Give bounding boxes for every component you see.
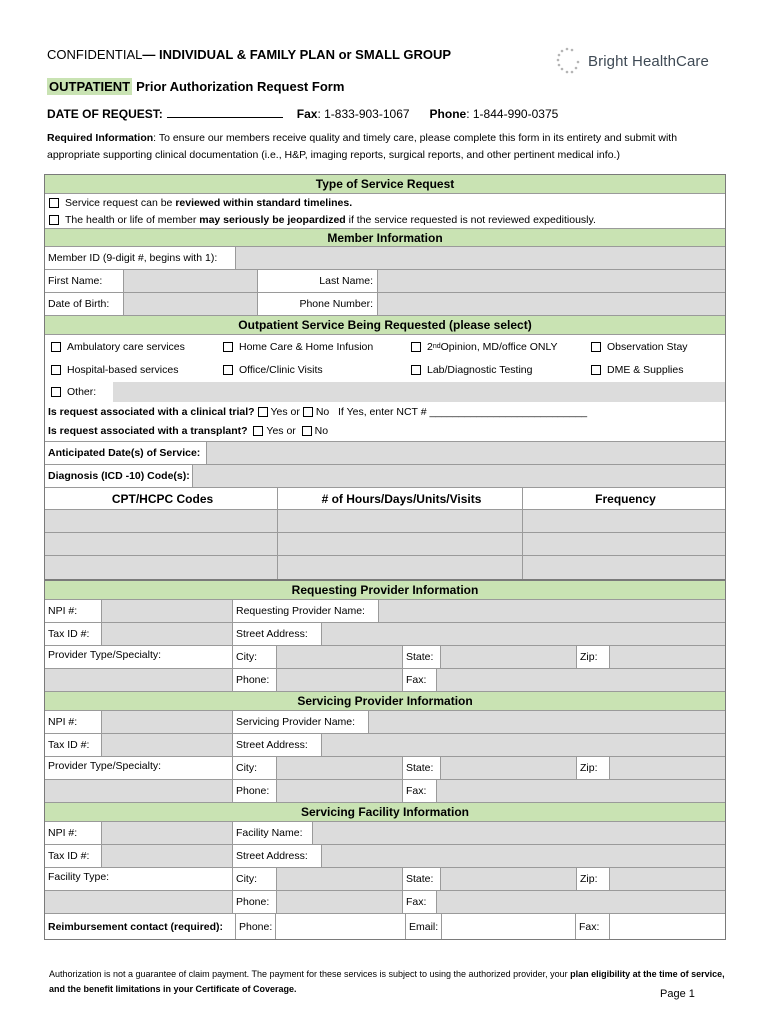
req-state-input[interactable]: [441, 646, 577, 668]
units-input-2[interactable]: [278, 533, 523, 555]
confidential-label: CONFIDENTIAL: [47, 47, 143, 62]
req-city-input[interactable]: [277, 646, 403, 668]
fac-zip-input[interactable]: [610, 868, 725, 890]
fac-fax-input[interactable]: [437, 891, 725, 913]
dob-input[interactable]: [124, 293, 258, 315]
req-npi-input[interactable]: [102, 600, 233, 622]
fac-name-label: Facility Name:: [233, 822, 313, 844]
brand-name: Bright HealthCare: [588, 52, 709, 70]
fac-tax-label: Tax ID #:: [45, 845, 102, 867]
srv-zip-input[interactable]: [610, 757, 725, 779]
fac-state-label: State:: [403, 868, 441, 890]
option-hospital[interactable]: [51, 364, 223, 376]
option-ambulatory[interactable]: [51, 341, 223, 353]
section-type-of-service: Type of Service Request: [45, 175, 725, 194]
req-fax-input[interactable]: [437, 669, 725, 691]
other-input[interactable]: [113, 382, 725, 402]
frequency-input-2[interactable]: [523, 533, 725, 555]
page-number: Page 1: [660, 988, 695, 1000]
dob-label: Date of Birth:: [45, 293, 124, 315]
section-facility: Servicing Facility Information: [45, 803, 725, 822]
home-care-label: Home Care & Home Infusion: [239, 340, 374, 353]
srv-fax-label: Fax:: [403, 780, 437, 802]
srv-name-label: Servicing Provider Name:: [233, 711, 369, 733]
fac-tax-input[interactable]: [102, 845, 233, 867]
req-phone-label: Phone:: [233, 669, 277, 691]
diagnosis-input[interactable]: [193, 465, 725, 487]
phone-value: : 1-844-990-0375: [466, 107, 559, 121]
section-member: Member Information: [45, 228, 725, 247]
req-street-label: Street Address:: [233, 623, 322, 645]
transplant-no-checkbox[interactable]: [302, 426, 312, 436]
lab-label: Lab/Diagnostic Testing: [427, 363, 533, 376]
fac-zip-label: Zip:: [577, 868, 610, 890]
option-observation[interactable]: [591, 341, 688, 353]
req-state-label: State:: [403, 646, 441, 668]
fac-state-input[interactable]: [441, 868, 577, 890]
option-dme[interactable]: [591, 364, 683, 376]
transplant-yes-checkbox[interactable]: [253, 426, 263, 436]
member-phone-label: Phone Number:: [258, 293, 378, 315]
nct-label: If Yes, enter NCT # ___________________________: [338, 405, 588, 418]
transplant-row: [45, 420, 725, 442]
diagnosis-label: Diagnosis (ICD -10) Code(s):: [45, 465, 193, 487]
second-op-sup: nd: [432, 343, 441, 350]
req-type-input[interactable]: [45, 669, 233, 691]
reimb-phone-label: Phone:: [236, 914, 276, 939]
required-info-text: : To ensure our members receive quality and timely care, please complete this form in its entirety and submit with appropriate supporting clinical documentation (i.e., H&P, imaging reports, surgical reports, and other pertinent medical info.): [47, 132, 678, 161]
srv-tax-input[interactable]: [102, 734, 233, 756]
srv-name-input[interactable]: [369, 711, 725, 733]
expedited-checkbox[interactable]: [49, 215, 59, 225]
req-npi-label: NPI #:: [45, 600, 102, 622]
last-name-label: Last Name:: [258, 270, 378, 292]
hospital-label: Hospital-based services: [67, 363, 179, 376]
request-date-row: [47, 104, 558, 121]
frequency-input-3[interactable]: [523, 556, 725, 579]
request-block: [44, 174, 726, 580]
option-home-care[interactable]: [223, 341, 411, 353]
fac-type-input[interactable]: [45, 891, 233, 913]
title-highlight: OUTPATIENT: [49, 79, 131, 94]
section-outpatient: Outpatient Service Being Requested (please select): [45, 316, 725, 335]
first-name-input[interactable]: [124, 270, 258, 292]
srv-phone-label: Phone:: [233, 780, 277, 802]
cpt-input-2[interactable]: [45, 533, 278, 555]
transplant-question: Is request associated with a transplant?: [48, 424, 248, 437]
disclaimer-bold: plan eligibility at the time of service, and the benefit limitations in your Certificate of Coverage.: [49, 969, 725, 994]
fac-fax-label: Fax:: [403, 891, 437, 913]
phone-label: Phone: [429, 107, 467, 121]
req-name-label: Requesting Provider Name:: [233, 600, 379, 622]
brand-logo: [556, 46, 716, 76]
required-info-label: Required Information: [47, 132, 154, 144]
srv-tax-label: Tax ID #:: [45, 734, 102, 756]
service-dates-label: Anticipated Date(s) of Service:: [45, 442, 207, 464]
ambulatory-label: Ambulatory care services: [67, 340, 185, 353]
reimb-fax-input[interactable]: [610, 914, 725, 939]
date-input-line[interactable]: [167, 104, 283, 118]
col-units-header: # of Hours/Days/Units/Visits: [278, 488, 523, 509]
option-lab[interactable]: [411, 364, 591, 376]
standard-checkbox[interactable]: [49, 198, 59, 208]
member-id-label: Member ID (9-digit #, begins with 1):: [45, 247, 236, 269]
cpt-input-1[interactable]: [45, 510, 278, 532]
transplant-no-label: No: [314, 424, 329, 437]
trial-question: Is request associated with a clinical trial?: [48, 405, 255, 418]
fax-value: : 1-833-903-1067: [317, 107, 410, 121]
units-input-1[interactable]: [278, 510, 523, 532]
option-office[interactable]: [223, 364, 411, 376]
observation-label: Observation Stay: [607, 340, 688, 353]
confidential-header: [47, 47, 451, 62]
srv-street-input[interactable]: [322, 734, 725, 756]
section-requesting-provider: Requesting Provider Information: [45, 581, 725, 600]
srv-state-label: State:: [403, 757, 441, 779]
provider-block: [44, 580, 726, 940]
reimb-email-label: Email:: [406, 914, 442, 939]
req-zip-input[interactable]: [610, 646, 725, 668]
col-cpt-header: CPT/HCPC Codes: [45, 488, 278, 509]
standard-bold: reviewed within standard timelines.: [175, 196, 353, 209]
srv-city-label: City:: [233, 757, 277, 779]
srv-fax-input[interactable]: [437, 780, 725, 802]
fac-phone-input[interactable]: [277, 891, 403, 913]
transplant-yes-label: Yes or: [266, 424, 296, 437]
option-other[interactable]: [51, 386, 113, 398]
sun-dots-icon: [556, 47, 582, 75]
footer-disclaimer: [49, 967, 729, 997]
office-label: Office/Clinic Visits: [239, 363, 323, 376]
title-text: Prior Authorization Request Form: [136, 79, 345, 94]
trial-yes-checkbox[interactable]: [258, 407, 268, 417]
srv-state-input[interactable]: [441, 757, 577, 779]
req-fax-label: Fax:: [403, 669, 437, 691]
reimb-phone-input[interactable]: [276, 914, 406, 939]
expedited-text: The health or life of member: [65, 213, 200, 226]
reimb-email-input[interactable]: [442, 914, 576, 939]
clinical-trial-row: [45, 403, 725, 420]
second-op-label: Opinion, MD/office ONLY: [440, 340, 558, 353]
frequency-input-1[interactable]: [523, 510, 725, 532]
standard-option[interactable]: [45, 194, 725, 211]
required-information: [47, 130, 727, 164]
fac-city-input[interactable]: [277, 868, 403, 890]
fax-label: Fax: [296, 107, 318, 121]
fac-city-label: City:: [233, 868, 277, 890]
srv-street-label: Street Address:: [233, 734, 322, 756]
plan-type: — INDIVIDUAL & FAMILY PLAN or SMALL GROUP: [142, 47, 451, 62]
cpt-input-3[interactable]: [45, 556, 278, 579]
reimbursement-label: Reimbursement contact (required):: [45, 914, 236, 939]
fac-npi-input[interactable]: [102, 822, 233, 844]
req-street-input[interactable]: [322, 623, 725, 645]
req-tax-input[interactable]: [102, 623, 233, 645]
member-phone-input[interactable]: [378, 293, 725, 315]
srv-type-input[interactable]: [45, 780, 233, 802]
trial-no-checkbox[interactable]: [303, 407, 313, 417]
first-name-label: First Name:: [45, 270, 124, 292]
service-dates-input[interactable]: [207, 442, 725, 464]
req-type-label: Provider Type/Specialty:: [45, 646, 233, 668]
fac-phone-label: Phone:: [233, 891, 277, 913]
req-city-label: City:: [233, 646, 277, 668]
req-zip-label: Zip:: [577, 646, 610, 668]
other-label: Other:: [67, 386, 97, 398]
srv-zip-label: Zip:: [577, 757, 610, 779]
col-frequency-header: Frequency: [595, 491, 656, 506]
trial-yes-label: Yes or: [270, 405, 300, 418]
srv-npi-label: NPI #:: [45, 711, 102, 733]
fac-street-input[interactable]: [322, 845, 725, 867]
req-phone-input[interactable]: [277, 669, 403, 691]
fac-street-label: Street Address:: [233, 845, 322, 867]
standard-text: Service request can be: [65, 196, 173, 209]
srv-city-input[interactable]: [277, 757, 403, 779]
trial-no-label: No: [315, 405, 330, 418]
srv-npi-input[interactable]: [102, 711, 233, 733]
fac-name-input[interactable]: [313, 822, 725, 844]
dme-label: DME & Supplies: [607, 363, 684, 376]
form-title: [47, 78, 344, 95]
units-input-3[interactable]: [278, 556, 523, 579]
expedited-option[interactable]: [45, 211, 725, 228]
expedited-bold: may seriously be jeopardized: [199, 213, 346, 226]
option-second-opinion[interactable]: [411, 341, 591, 353]
req-tax-label: Tax ID #:: [45, 623, 102, 645]
last-name-input[interactable]: [378, 270, 725, 292]
section-servicing-provider: Servicing Provider Information: [45, 692, 725, 711]
second-op-num: 2: [427, 340, 433, 353]
srv-type-label: Provider Type/Specialty:: [45, 757, 233, 779]
reimb-fax-label: Fax:: [576, 914, 610, 939]
srv-phone-input[interactable]: [277, 780, 403, 802]
fac-type-label: Facility Type:: [45, 868, 233, 890]
disclaimer-text: Authorization is not a guarantee of claim payment. The payment for these services is subject to using the authorized provider, your: [49, 969, 571, 979]
fac-npi-label: NPI #:: [45, 822, 102, 844]
member-id-input[interactable]: [236, 247, 725, 269]
date-label: DATE OF REQUEST:: [47, 107, 163, 121]
req-name-input[interactable]: [379, 600, 725, 622]
expedited-text-post: if the service requested is not reviewed expeditiously.: [345, 213, 596, 226]
